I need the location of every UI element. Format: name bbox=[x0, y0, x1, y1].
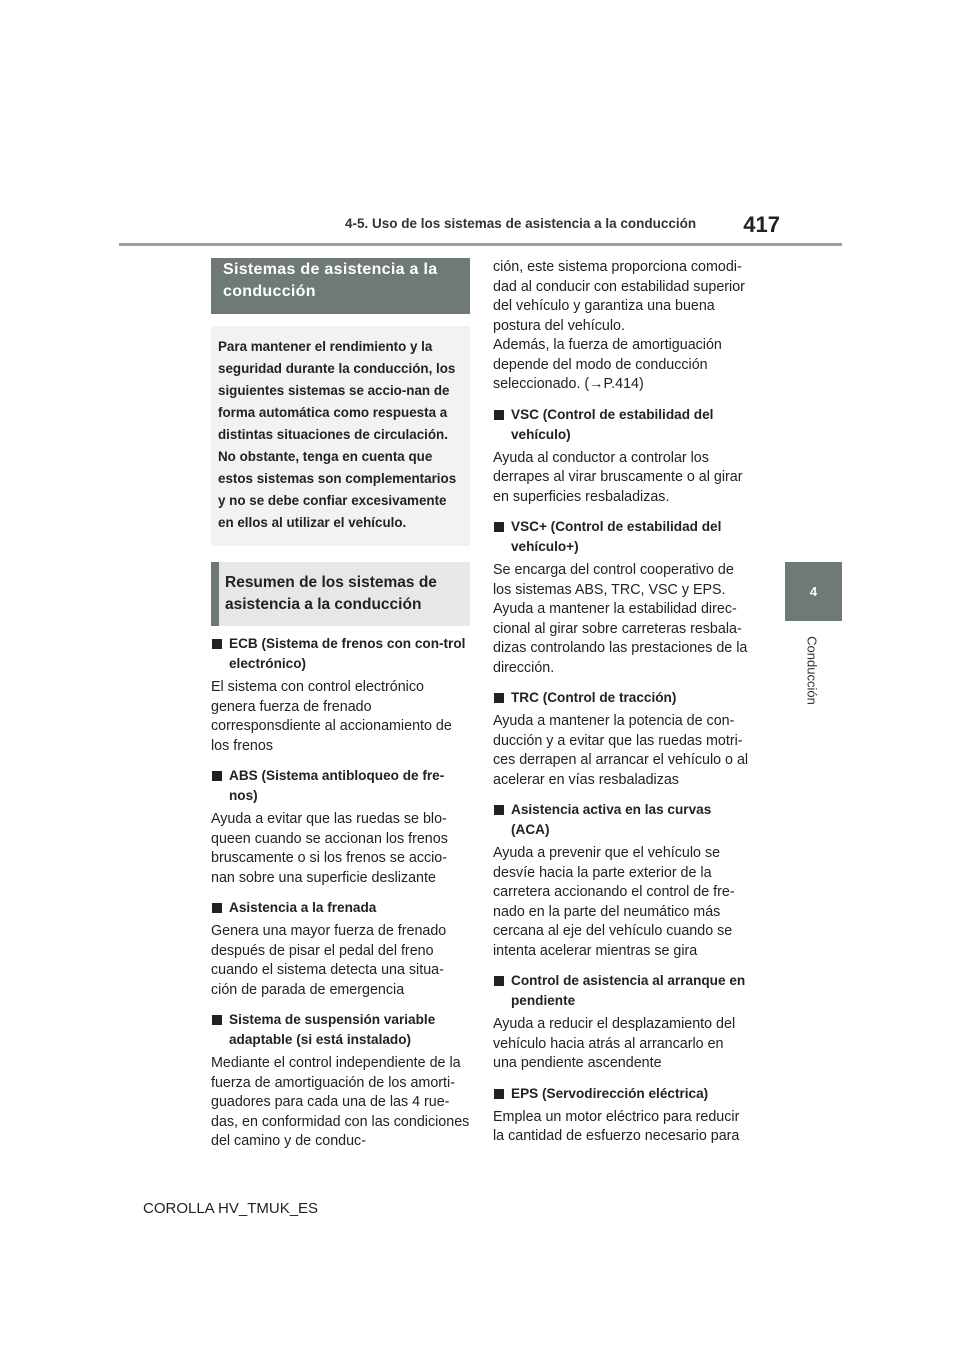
feature-item bbox=[211, 1010, 470, 1152]
feature-title: Asistencia activa en las curvas (ACA) bbox=[493, 800, 751, 840]
feature-item bbox=[211, 634, 470, 756]
feature-description: Se encarga del control cooperativo de los sistemas ABS, TRC, VSC y EPS. Ayuda a mantener la estabilidad direc-cional al girar sobre carreteras resbala-dizas controlando las prestaciones de la dirección. bbox=[493, 562, 748, 676]
feature-title: Asistencia a la frenada bbox=[211, 898, 470, 918]
feature-description: Ayuda a mantener la potencia de con-ducción y a evitar que las ruedas motri-ces derrapen al arrancar el vehículo o al acelerar en vías resbaladizas bbox=[493, 713, 749, 788]
subsection-heading: Resumen de los sistemas de asistencia a la conducción bbox=[211, 562, 470, 626]
feature-description: Emplea un motor eléctrico para reducir la cantidad de esfuerzo necesario para bbox=[493, 1108, 740, 1144]
feature-item bbox=[493, 517, 751, 678]
feature-item bbox=[493, 800, 751, 961]
page-number: 417 bbox=[743, 212, 780, 237]
feature-title: VSC (Control de estabilidad del vehículo) bbox=[493, 405, 751, 445]
feature-item bbox=[493, 688, 751, 790]
feature-title: EPS (Servodirección eléctrica) bbox=[493, 1084, 751, 1104]
feature-description: Ayuda a prevenir que el vehículo se desvíe hacia la parte exterior de la carretera accionando el control de fre-nado en la parte del neumático más cercana al eje del vehículo cuando se intenta acelerar mientras se gira bbox=[493, 845, 735, 959]
section-header-title: 4-5. Uso de los sistemas de asistencia a la conducción bbox=[345, 216, 697, 231]
document-code: COROLLA HV_TMUK_ES bbox=[143, 1200, 319, 1217]
continuation-text: ción, este sistema proporciona comodi-dad al conducir con estabilidad superior del vehículo y garantiza una buena postura del vehículo. bbox=[493, 259, 745, 334]
chapter-tab[interactable] bbox=[785, 562, 842, 621]
feature-item bbox=[493, 405, 751, 508]
feature-title: Control de asistencia al arranque en pendiente bbox=[493, 971, 751, 1011]
intro-box: Para mantener el rendimiento y la seguridad durante la conducción, los siguientes sistemas se accio-nan de forma automática como respuesta a distintas situaciones de circulación. No obstante, tenga en cuenta que estos sistemas son complementarios y no se debe confiar excesivamente en ellos al utilizar el vehículo. bbox=[211, 326, 470, 546]
chapter-label-text: Conducción bbox=[804, 636, 820, 705]
feature-description: Mediante el control independiente de la fuerza de amortiguación de los amorti-guadores para cada una de las 4 rue-das, en conformidad con las condiciones del camino y de conduc- bbox=[211, 1055, 470, 1149]
feature-item bbox=[493, 971, 751, 1074]
feature-description: El sistema con control electrónico genera fuerza de frenado corresponsdiente al accionamiento de los frenos bbox=[211, 679, 452, 754]
feature-title: TRC (Control de tracción) bbox=[493, 688, 751, 708]
feature-title: VSC+ (Control de estabilidad del vehículo+) bbox=[493, 517, 751, 557]
section-heading: Sistemas de asistencia a la conducción bbox=[211, 258, 470, 314]
feature-description: Genera una mayor fuerza de frenado después de pisar el pedal del freno cuando el sistema detecta una situa-ción de parada de emergencia bbox=[211, 923, 447, 998]
feature-item bbox=[211, 898, 470, 1000]
left-column bbox=[211, 258, 470, 1162]
feature-title: ABS (Sistema antibloqueo de fre-nos) bbox=[211, 766, 470, 806]
feature-description: Ayuda a reducir el desplazamiento del vehículo hacia atrás al arrancarlo en una pendiente ascendente bbox=[493, 1016, 736, 1071]
feature-title: ECB (Sistema de frenos con con-trol electrónico) bbox=[211, 634, 470, 674]
right-column bbox=[493, 258, 751, 1157]
feature-description: Ayuda al conductor a controlar los derrapes al virar bruscamente o al girar en superficies resbaladizas. bbox=[493, 449, 743, 505]
feature-item bbox=[211, 766, 470, 888]
feature-description: Ayuda a evitar que las ruedas se blo-queen cuando se accionan los frenos bruscamente o si los frenos se accio-nan sobre una superficie deslizante bbox=[211, 811, 448, 886]
chapter-number: 4 bbox=[809, 584, 818, 599]
header-divider bbox=[119, 243, 842, 246]
feature-title: Sistema de suspensión variable adaptable (si está instalado) bbox=[211, 1010, 470, 1050]
continuation-text-2: Además, la fuerza de amortiguación depende del modo de conducción seleccionado. (→P.414) bbox=[493, 337, 722, 392]
feature-item bbox=[493, 1084, 751, 1147]
